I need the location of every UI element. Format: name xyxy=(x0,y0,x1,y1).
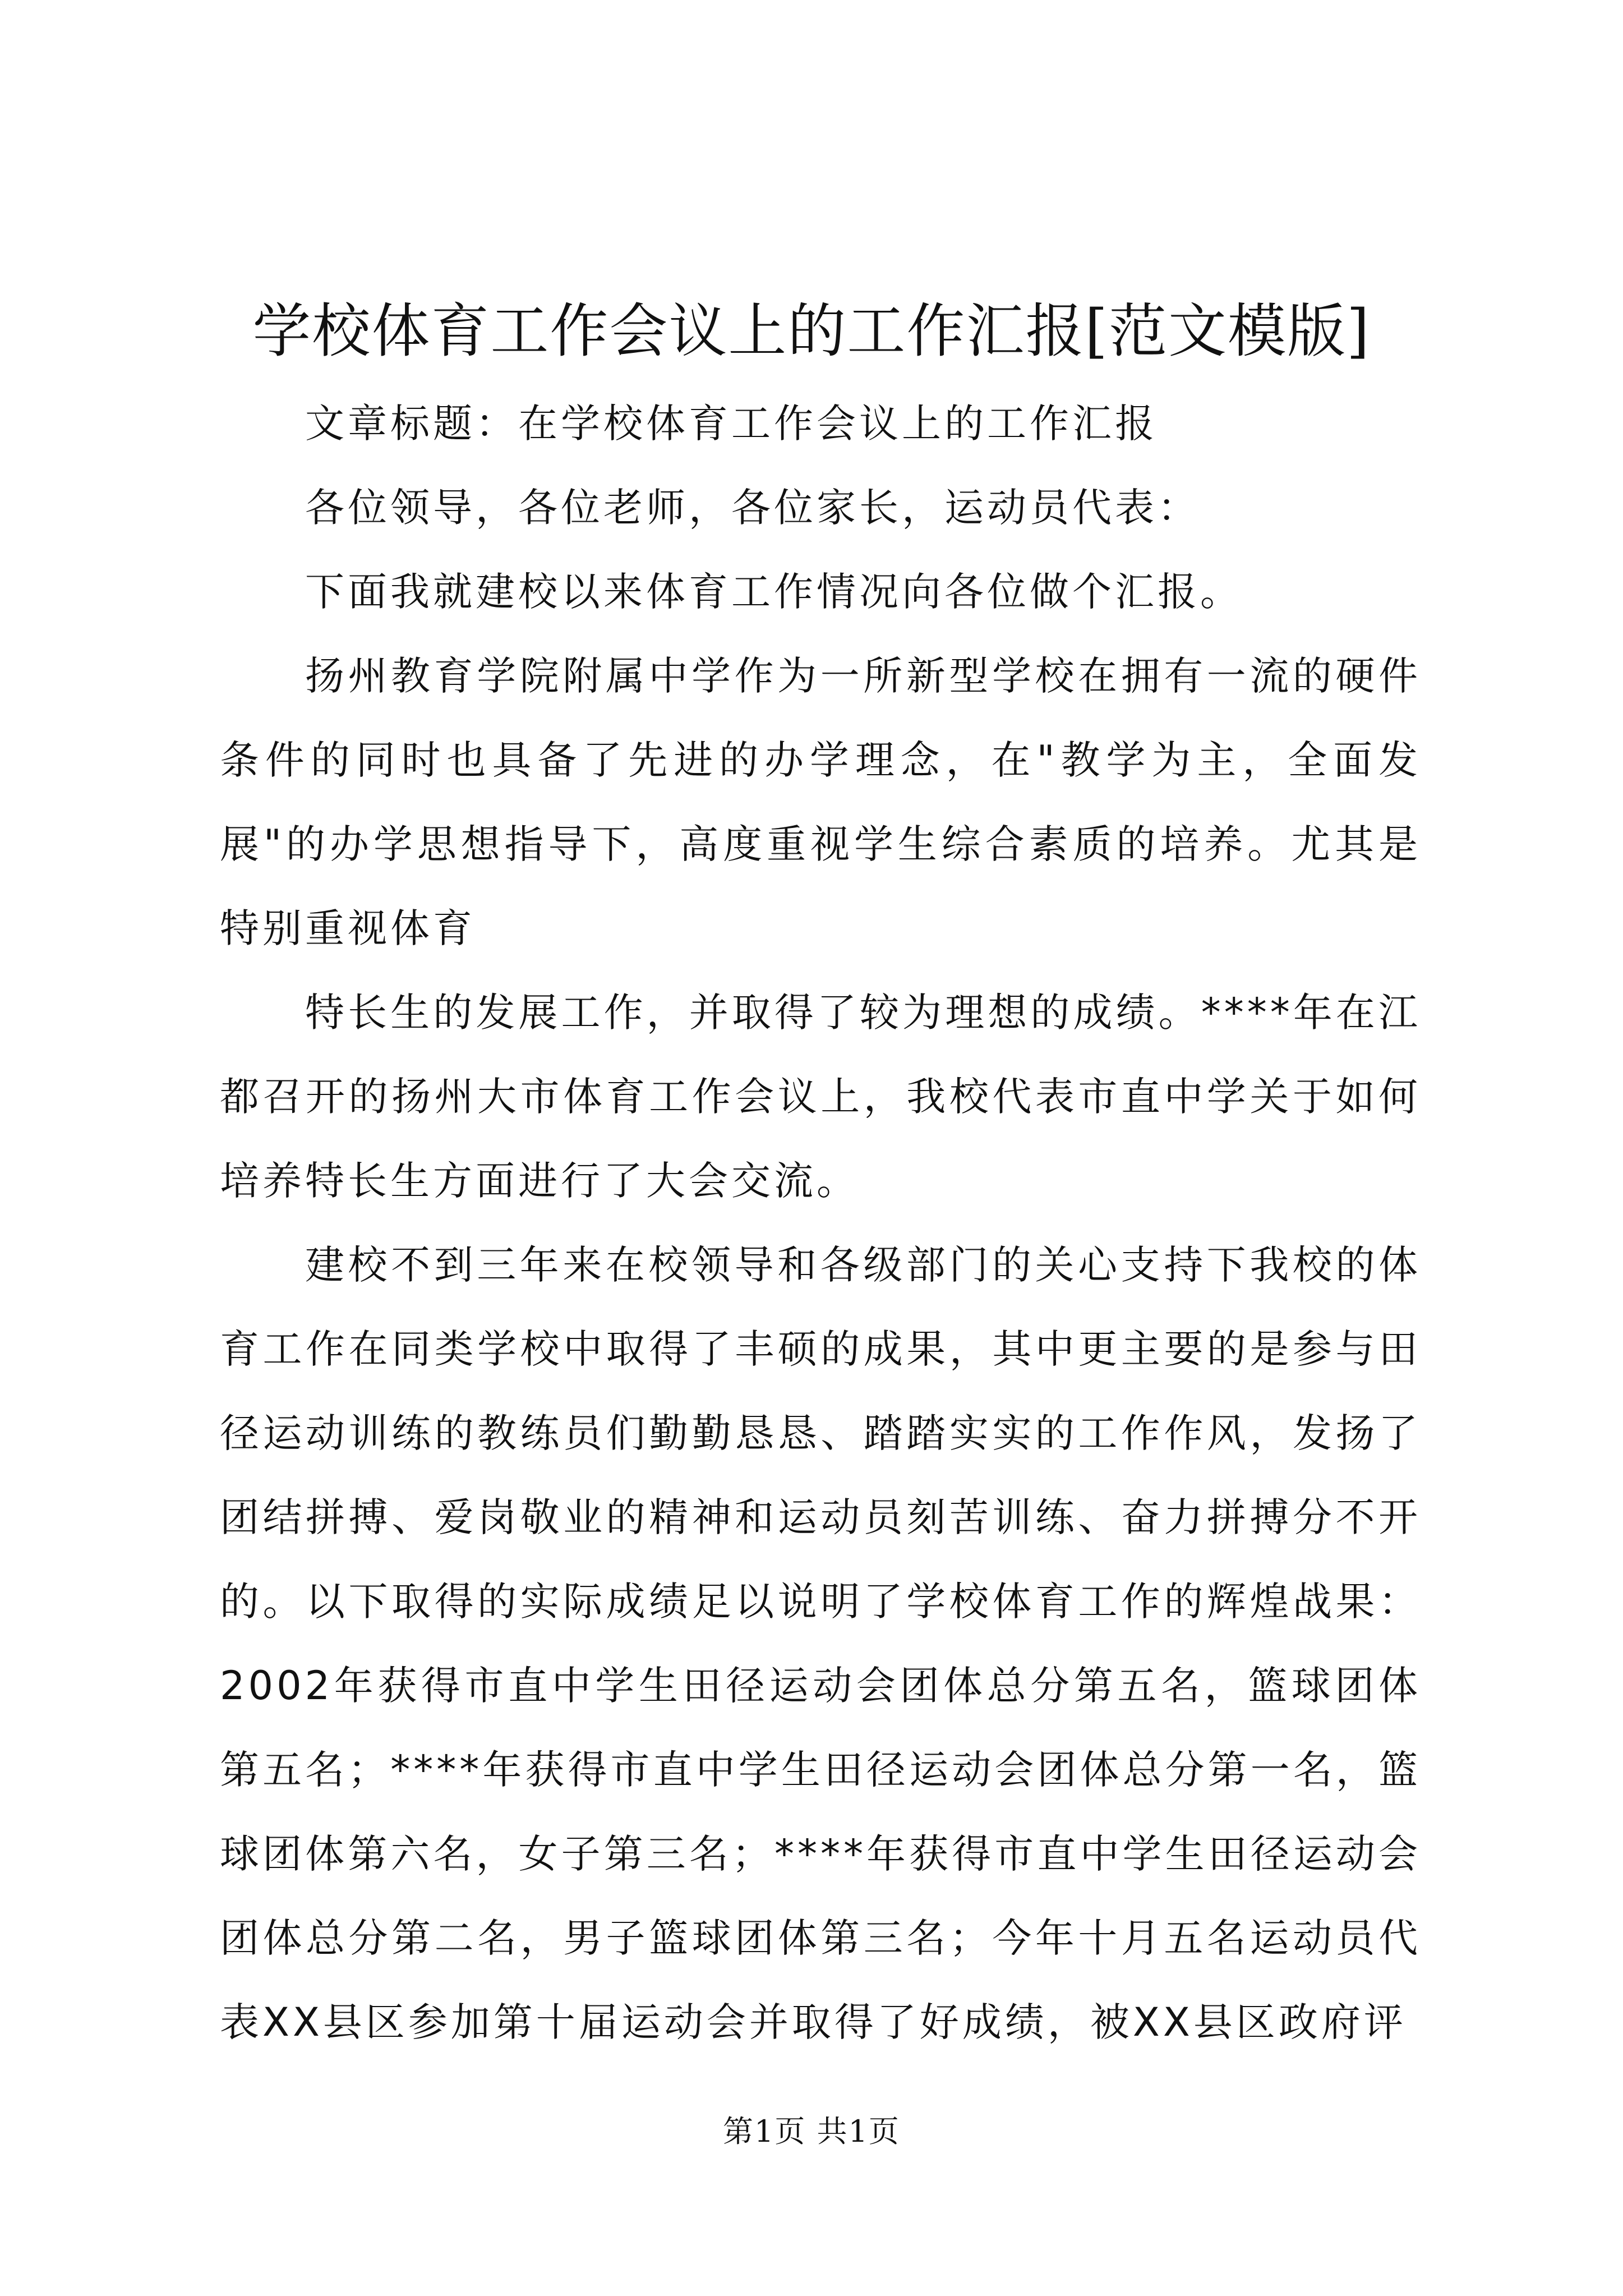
paragraph-results: 建校不到三年来在校领导和各级部门的关心支持下我校的体育工作在同类学校中取得了丰硕的成果，其中更主要的是参与田径运动训练的教练员们勤勤恳恳、踏踏实实的工作作风，发扬了团结拼搏、爱岗敬业的精神和运动员刻苦训练、奋力拼搏分不开的。以下取得的实际成绩足以说明了学校体育工作的辉煌战果：2002年获得市直中学生田径运动会团体总分第五名，篮球团体第五名；****年获得市直中学生田径运动会团体总分第一名，篮球团体第六名，女子第三名；****年获得市直中学生田径运动会团体总分第二名，男子篮球团体第三名；今年十月五名运动员代表XX县区参加第十届运动会并取得了好成绩，被XX县区政府评 xyxy=(220,1242,1421,2045)
paragraph-school-overview: 扬州教育学院附属中学作为一所新型学校在拥有一流的硬件条件的同时也具备了先进的办学理念，在"教学为主，全面发展"的办学思想指导下，高度重视学生综合素质的培养。尤其是特别重视体育 xyxy=(220,653,1421,951)
paragraph-article-title: 文章标题：在学校体育工作会议上的工作汇报 xyxy=(305,401,1158,447)
document-title: 学校体育工作会议上的工作汇报[范文模版] xyxy=(252,297,1371,365)
paragraph-salutation: 各位领导，各位老师，各位家长，运动员代表： xyxy=(305,485,1200,531)
paragraph-intro: 下面我就建校以来体育工作情况向各位做个汇报。 xyxy=(305,569,1243,615)
page-footer: 第1页 共1页 xyxy=(723,2114,900,2149)
paragraph-achievements: 特长生的发展工作，并取得了较为理想的成绩。****年在江都召开的扬州大市体育工作会议上，我校代表市直中学关于如何培养特长生方面进行了大会交流。 xyxy=(220,990,1421,1204)
document-body xyxy=(220,381,1421,2064)
